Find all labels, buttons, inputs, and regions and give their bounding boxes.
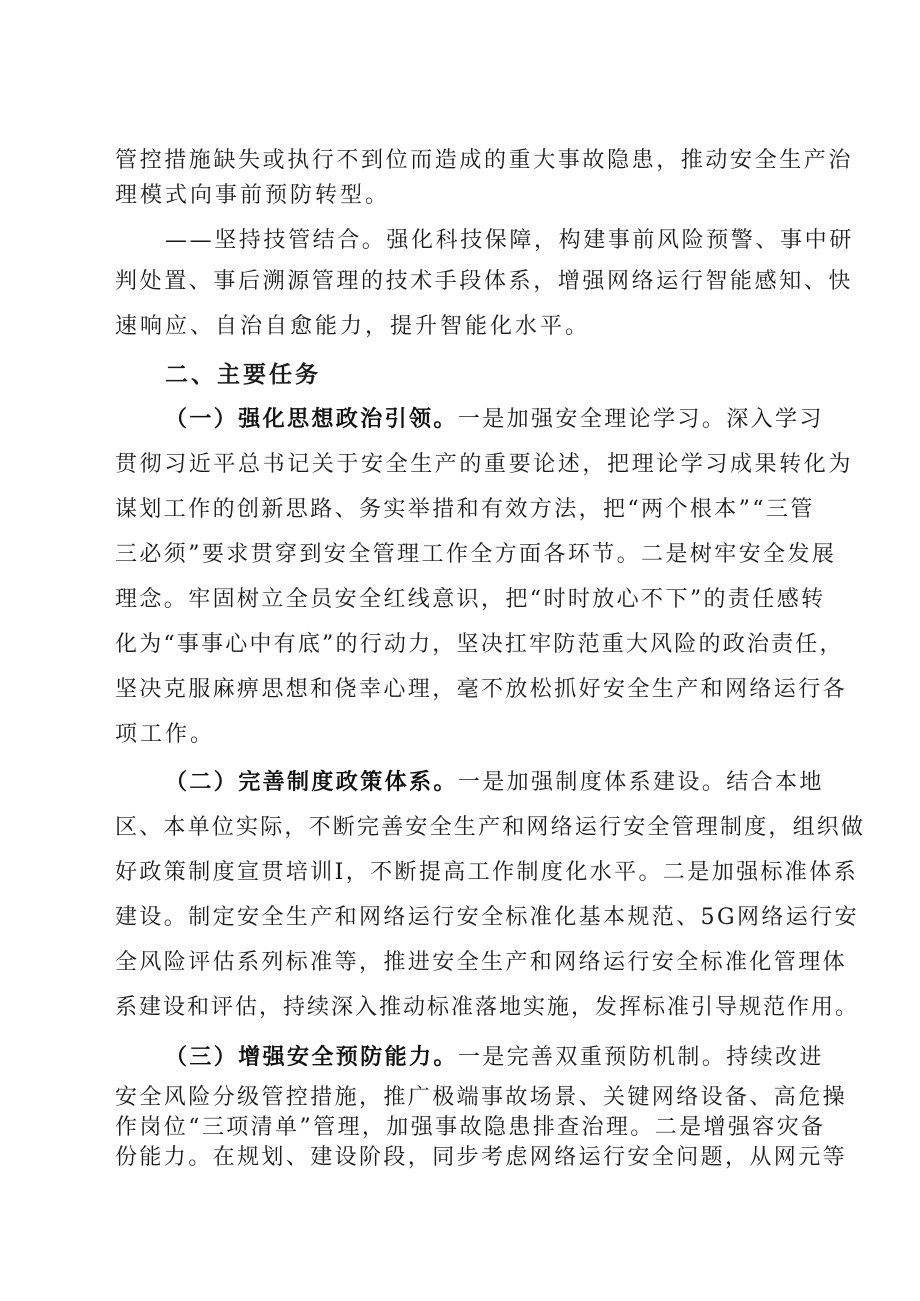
task1-line-6: 化为“事事心中有底”的行动力，坚决扛牢防范重大风险的政治责任， bbox=[115, 632, 844, 657]
task1-line-2: 贯彻习近平总书记关于安全生产的重要论述，把理论学习成果转化为 bbox=[115, 452, 854, 477]
section-heading: 二、主要任务 bbox=[165, 362, 321, 388]
p2-line-3: 速响应、自治自愈能力，提升智能化水平。 bbox=[115, 314, 591, 339]
task1-title: （一）强化思想政治引领。 bbox=[165, 407, 458, 432]
task3-line-1 bbox=[165, 1043, 824, 1073]
task3-line-2: 安全风险分级管控措施，推广极端事故场景、关键网络设备、高危操 bbox=[115, 1085, 848, 1110]
task1-line-1 bbox=[165, 405, 824, 435]
task2-line-2: 区、本单位实际，不断完善安全生产和网络运行安全管理制度，组织做 bbox=[115, 815, 866, 840]
task1-line-1-text: 一是加强安全理论学习。深入学习 bbox=[457, 407, 824, 432]
task2-line-3: 好政策制度宣贯培训I，不断提高工作制度化水平。二是加强标准体系 bbox=[115, 860, 859, 885]
task2-line-5: 全风险评估系列标准等，推进安全生产和网络运行安全标准化管理体 bbox=[115, 950, 848, 975]
task3-line-3: 作岗位“三项清单”管理，加强事故隐患排查治理。二是增强容灾备 bbox=[115, 1115, 826, 1140]
task1-line-4: 三必须”要求贯穿到安全管理工作全方面各环节。二是树牢安全发展 bbox=[115, 542, 837, 567]
p2-line-1: ——坚持技管结合。强化科技保障，构建事前风险预警、事中研 bbox=[165, 228, 854, 253]
task1-line-8: 项工作。 bbox=[115, 722, 216, 747]
p1-line-2: 理模式向事前预防转型。 bbox=[115, 183, 391, 208]
task2-line-4: 建设。制定安全生产和网络运行安全标准化基本规范、5G网络运行安 bbox=[115, 905, 859, 930]
task3-title: （三）增强安全预防能力。 bbox=[165, 1045, 458, 1070]
task1-line-7: 坚决克服麻痹思想和侥幸心理，毫不放松抓好安全生产和网络运行各 bbox=[115, 677, 848, 702]
task2-line-1 bbox=[165, 768, 824, 798]
task3-line-4: 份能力。在规划、建设阶段，同步考虑网络运行安全问题，从网元等 bbox=[115, 1145, 848, 1170]
task2-line-1-text: 一是加强制度体系建设。结合本地 bbox=[457, 770, 824, 795]
task1-line-3: 谋划工作的创新思路、务实举措和有效方法，把“两个根本”“三管 bbox=[115, 497, 815, 522]
p1-line-1: 管控措施缺失或执行不到位而造成的重大事故隐患，推动安全生产治 bbox=[115, 148, 854, 173]
p2-line-2: 判处置、事后溯源管理的技术手段体系，增强网络运行智能感知、快 bbox=[115, 269, 854, 294]
task2-title: （二）完善制度政策体系。 bbox=[165, 770, 458, 795]
task3-line-1-text: 一是完善双重预防机制。持续改进 bbox=[457, 1045, 824, 1070]
task2-line-6: 系建设和评估，持续深入推动标准落地实施，发挥标准引导规范作用。 bbox=[115, 995, 860, 1020]
task1-line-5: 理念。牢固树立全员安全红线意识，把“时时放心不下”的责任感转 bbox=[115, 587, 826, 612]
